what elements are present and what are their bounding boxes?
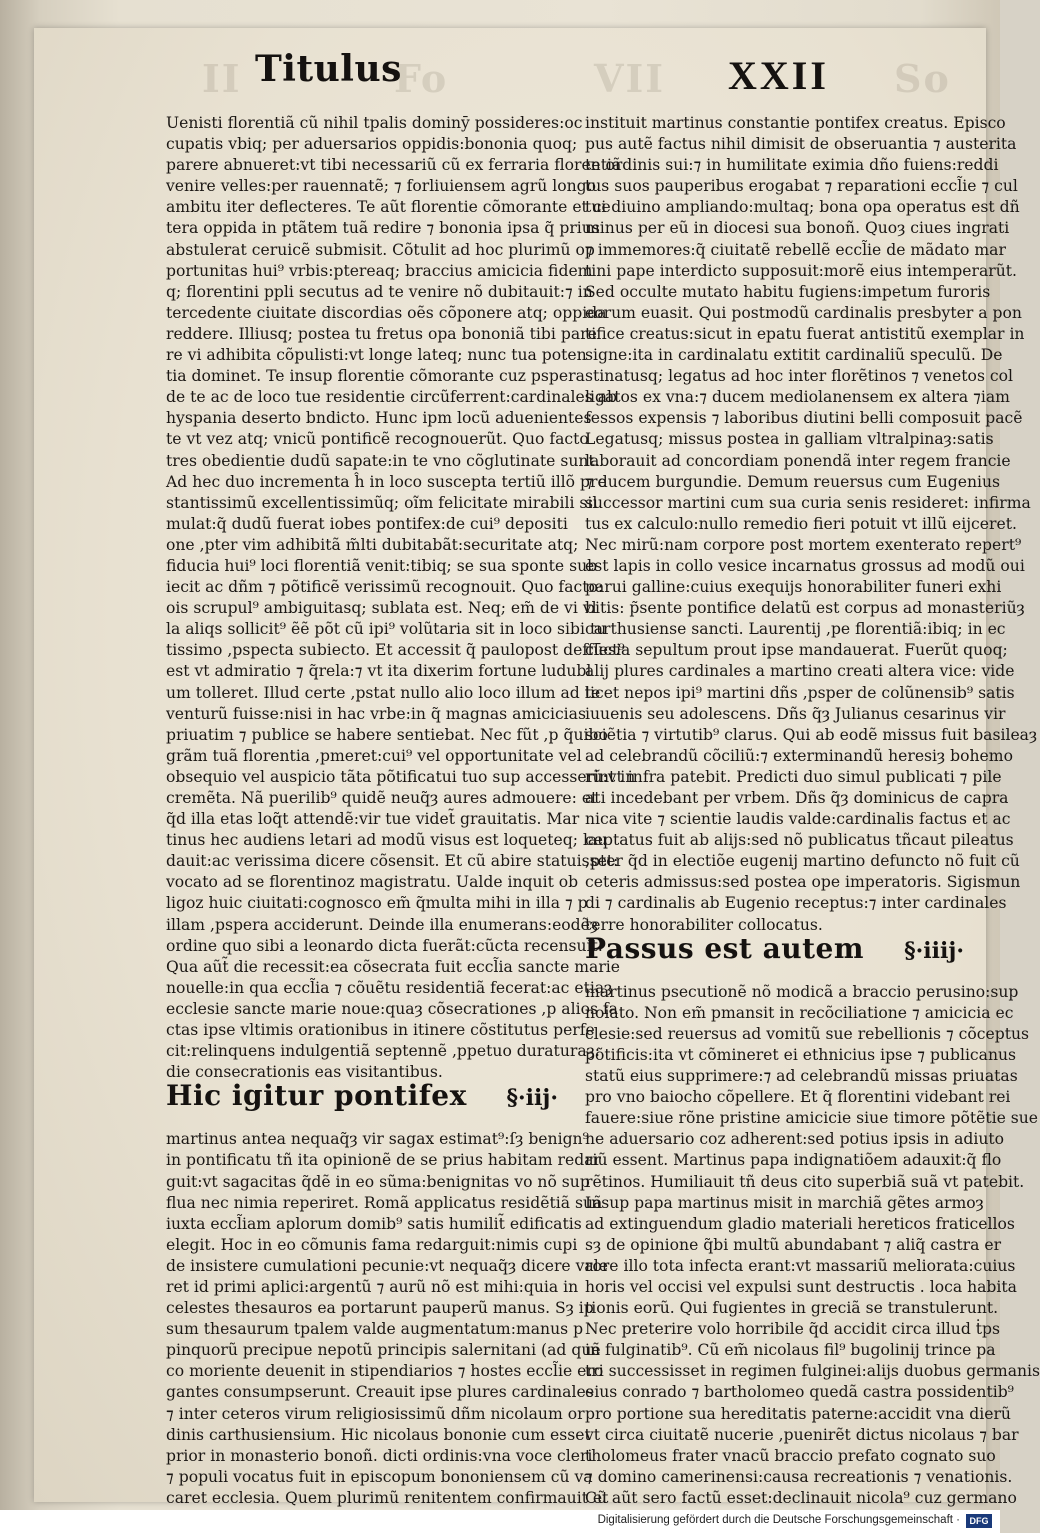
text-line: dauit:ac verissima dicere cõsensit. Et cũ abire statuisset: bbox=[166, 852, 619, 871]
text-line: alij plures cardinales a martino creati altera vice: vide bbox=[585, 662, 1015, 681]
text-line: ad extinguendum gladio materiali hereticos fraticellos bbox=[585, 1214, 1015, 1233]
text-line: cremẽta. Nã puerilib⁹ quidẽ neuq̃ȝ aures admouere: et bbox=[166, 789, 598, 807]
text-line: de te ac de loco tue residentie circũferrent:cardinales ab bbox=[166, 388, 617, 407]
text-line: sciẽtia ⁊ virtutib⁹ clarus. Qui ab eodẽ missus fuit basileaȝ bbox=[585, 725, 1038, 744]
text-line: pro portione sua hereditatis paterne:accidit vna dierũ bbox=[585, 1404, 1011, 1423]
text-line: ordine quo sibi a leonardo dicta fuerãt:cũcta recensuit. bbox=[166, 936, 603, 955]
text-line: iecit ac dñm ⁊ põtificẽ verissimũ recognouit. Quo facto: bbox=[166, 578, 604, 597]
text-line: tus ex calculo:nullo remedio fieri potuit vt illũ eijceret. bbox=[585, 514, 1017, 533]
text-line: fessos expensis ⁊ laboribus diutini belli composuit pacẽ bbox=[585, 409, 1023, 428]
left-column bbox=[166, 113, 636, 1509]
show-through-right: VII bbox=[594, 56, 666, 101]
text-line: ati incedebant per vrbem. Dñs q̃ȝ dominicus de capra bbox=[585, 789, 1009, 807]
text-line: di ⁊ cardinalis ab Eugenio receptus:⁊ inter cardinales bbox=[585, 894, 1007, 913]
text-line: tercedente ciuitate discordias oẽs cõponere atq; oppida bbox=[166, 303, 607, 322]
text-line: cit:relinquens indulgentiã septennẽ ,ppetuo duraturaȝ: bbox=[166, 1042, 601, 1061]
text-line: ,pter q̃d in electiõe eugenij martino defuncto nõ fuit cũ bbox=[585, 852, 1020, 871]
text-line: horis vel occisi vel expulsi sunt destructis . loca habita bbox=[585, 1277, 1017, 1296]
text-line: statũ eius supprimere:⁊ ad celebrandũ missas priuatas bbox=[585, 1067, 1018, 1086]
section-heading-right bbox=[585, 931, 982, 980]
text-line: Sed occulte mutato habitu fugiens:impetum furoris bbox=[585, 282, 991, 301]
right-text-block-1 bbox=[585, 113, 1038, 936]
text-line: bitis: p̃sente pontifice delatũ est corpus ad monasteriũȝ bbox=[585, 599, 1025, 618]
text-line: vocato ad se florentinoz magistratu. Ualde inquit ob bbox=[166, 873, 579, 892]
text-line: portunitas hui⁹ vrbis:ptereaq; braccius amicicia fidem bbox=[166, 261, 593, 280]
text-line: nouelle:in qua eccl̃ia ⁊ cõuẽtu residentiã fecerat:ac etiaȝ bbox=[166, 978, 613, 997]
text-line: stinatusq; legatus ad hoc inter florẽtinos ⁊ venetos col bbox=[585, 367, 1014, 386]
running-head-title: Titulus bbox=[255, 48, 402, 90]
text-line: Insup papa martinus misit in marchiã gẽtes armoȝ bbox=[585, 1193, 984, 1212]
text-line: vt circa ciuitatẽ nucerie ,puenirẽt dictus nicolaus ⁊ bar bbox=[585, 1425, 1019, 1444]
text-line: fauere:siue rõne pristine amicicie siue timore põtẽtie sue bbox=[585, 1109, 1039, 1128]
text-line: venire velles:per rauennatẽ; ⁊ forliuiensem agrũ longo bbox=[166, 177, 597, 196]
text-line: Nec preterire volo horribile q̃d accidit circa illud ṫps bbox=[585, 1320, 1001, 1339]
text-line: flua nec nimia reperiret. Romã applicatus residẽtiã suã bbox=[166, 1193, 603, 1212]
text-line: reddere. Illiusq; postea tu fretus opa bononiã tibi pare bbox=[166, 324, 597, 343]
text-line: cupatis vbiq; per aduersarios oppidis:bononia quoq; bbox=[166, 135, 578, 154]
text-line: rũ:vt infra patebit. Predicti duo simul publicati ⁊ pile bbox=[585, 767, 1002, 786]
text-line: rore illo tota infecta erant:vt massariũ meliorata:cuius bbox=[585, 1256, 1016, 1275]
text-line: iuxta eccl̃iam aplorum domib⁹ satis humilit̃ edificatis bbox=[166, 1214, 582, 1233]
text-line: grãm tuã florentia ,pmeret:cui⁹ vel opportunitate vel bbox=[166, 746, 582, 765]
section-number: §·iij· bbox=[506, 1085, 558, 1112]
text-line: ceteris admissus:sed postea ope imperatoris. Sigismun bbox=[585, 873, 1021, 892]
text-line: Nec mirũ:nam corpore post mortem exenterato repert⁹ bbox=[585, 535, 1022, 554]
folio-number: XXII bbox=[728, 53, 829, 98]
show-through-mid: Fo bbox=[394, 56, 449, 101]
text-line: rẽtinos. Humiliauit tñ deus cito superbiã suã vt patebit. bbox=[585, 1172, 1025, 1191]
text-line: tia dominet. Te insup florentie cõmorante cuz psperа bbox=[166, 367, 585, 386]
text-line: pro vno baiocho cõpellere. Et q̃ florentini videbant rei bbox=[585, 1088, 1011, 1107]
right-text-block-2 bbox=[585, 982, 1040, 1509]
text-line: tissimo ,pspecta subiecto. Et accessit q̃ paulopost deffūct⁹ bbox=[166, 641, 625, 660]
text-line: pinquorũ precipue nepotũ principis salernitani (ad quẽ bbox=[166, 1341, 601, 1360]
text-line: martinus psecutionẽ nõ modicã a braccio perusino:sup bbox=[585, 982, 1019, 1001]
text-line: clesie:sed reuersus ad vomitũ sue rebellionis ⁊ cõceptus bbox=[585, 1024, 1030, 1043]
text-line: carthusiense sancti. Laurentij ,pe florentiã:ibiq; in ec bbox=[585, 620, 1006, 639]
text-line: ⁊ immemores:q̃ ciuitatẽ rebellẽ eccl̃ie de mãdato mar bbox=[585, 240, 1006, 259]
text-line: ⁊ ducem burgundie. Demum reuersus cum Eugenius bbox=[585, 472, 1001, 491]
text-line: põtificis:ita vt cõmineret ei ethnicius ipse ⁊ publicanus bbox=[585, 1045, 1017, 1064]
text-line: ctas ipse vltimis orationibus in itinere cõstitutus perfe bbox=[166, 1021, 595, 1040]
text-line: noiato. Non em̃ pmansit in recõciliatione ⁊ amicicia ec bbox=[585, 1003, 1014, 1022]
text-line: abstulerat ceruicẽ submisit. Cõtulit ad hoc plurimũ op bbox=[166, 240, 595, 259]
text-line: signe:ita in cardinalatu extitit cardinaliũ speculũ. De bbox=[585, 346, 1003, 365]
text-line: est lapis in collo vesice incarnatus grossus ad modũ oui bbox=[585, 556, 1025, 575]
text-line: la aliqs sollicit⁹ ẽẽ põt cũ ipi⁹ volũtaria sit in loco sibi tu bbox=[166, 620, 607, 639]
text-line: fiducia hui⁹ loci florentiã venit:tibiq; se sua sponte sub bbox=[166, 556, 598, 575]
text-line: tui diuino ampliando:multaq; bona opa operatus est dñ bbox=[585, 198, 1020, 217]
funding-notice: Digitalisierung gefördert durch die Deutsche Forschungsgemeinschaft · bbox=[597, 1514, 960, 1526]
show-through-far-right: So bbox=[894, 56, 951, 101]
text-line: eius conrado ⁊ bartholomeo quedã castra possidentib⁹ bbox=[585, 1383, 1014, 1402]
text-line: eorum euasit. Qui postmodũ cardinalis presbyter a pon bbox=[585, 303, 1022, 322]
text-line: sȝ de opinione q̃bi multũ abundabant ⁊ aliq̃ castra er bbox=[585, 1235, 1002, 1254]
text-line: riũ essent. Martinus papa indignatiõem adauxit:q̃ flo bbox=[585, 1151, 1002, 1170]
text-line: ligatos ex vna:⁊ ducem mediolanensem ex altera ⁊iam bbox=[585, 388, 1010, 407]
text-line: caret ecclesia. Quem plurimũ renitentem confirmauit et bbox=[166, 1488, 609, 1507]
section-number: §·iiij· bbox=[904, 937, 964, 964]
left-text-block-1 bbox=[166, 113, 636, 1083]
text-line: ⁊ domino camerinensi:causa recreationis ⁊ venationis. bbox=[585, 1467, 1013, 1486]
text-line: nica vite ⁊ scientie laudis valde:cardinalis factus et ac bbox=[585, 810, 1011, 829]
text-line: mulat:q̃ dudũ fuerat iobes pontifex:de cui⁹ depositi bbox=[166, 514, 568, 533]
dfg-logo: DFG bbox=[966, 1514, 992, 1528]
section-title: Hic igitur pontifex bbox=[166, 1079, 467, 1113]
text-line: parere abnueret:vt tibi necessariũ cũ ex ferraria florentiã bbox=[166, 156, 622, 175]
text-line: tholomeus frater vnacũ braccio prefato cognato suo bbox=[585, 1446, 996, 1465]
text-line: ret id primi aplici:argentũ ⁊ aurũ nõ est mihi:quia in bbox=[166, 1277, 579, 1296]
text-line: tini pape interdicto supposuit:morẽ eius intemperarũt. bbox=[585, 261, 1017, 280]
text-line: q̃d illa etas loq̃t attendẽ:vir tue videt̃ grauitatis. Mar bbox=[166, 810, 580, 829]
text-line: in fulginatib⁹. Cũ em̃ nicolaus fil⁹ bugolinij trince pa bbox=[585, 1341, 996, 1360]
text-line: iuuenis seu adolescens. Dñs q̃ȝ Julianus cesarinus vir bbox=[585, 704, 1006, 723]
text-line: te ordinis sui:⁊ in humilitate eximia dño fuiens:reddi bbox=[585, 156, 999, 175]
text-line: ad celebrandũ cõciliũ:⁊ exterminandũ heresiȝ bohemo bbox=[585, 746, 1013, 765]
text-line: tinus hec audiens letari ad modũ visus est loqueteq; lau bbox=[166, 831, 608, 850]
text-line: ⁊ inter ceteros virum religiosissimũ dñm nicolaum or bbox=[166, 1404, 585, 1423]
text-line: stantissimũ excellentissimũq; oĩm felicitate mirabili sil bbox=[166, 493, 598, 512]
text-line: martinus antea nequaq̃ȝ vir sagax estimat⁹:ſȝ benign⁹ bbox=[166, 1130, 589, 1149]
text-line: ceptatus fuit ab alijs:sed nõ publicatus tñcaut pileatus bbox=[585, 831, 1014, 850]
text-line: clesia sepultum prout ipse mandauerat. Fuerũt quoq; bbox=[585, 641, 1008, 660]
text-line: in pontificatu tñ ita opinionẽ de se prius habitam redar bbox=[166, 1151, 601, 1170]
text-line: tionis eorũ. Qui fugientes in greciã se transtulerunt. bbox=[585, 1299, 999, 1318]
text-line: ligoz huic ciuitati:cognosco em̃ q̃multa mihi in illa ⁊ p bbox=[166, 894, 588, 913]
text-line: pus autẽ factus nihil dimisit de obseruantia ⁊ austerita bbox=[585, 135, 1017, 154]
text-line: parui galline:cuius exequijs honorabiliter funeri exhi bbox=[585, 578, 1002, 597]
text-line: minus per eũ in diocesi sua bonoñ. Quoȝ ciues ingrati bbox=[585, 219, 1010, 238]
text-line: gantes consumpserunt. Creauit ipse plures cardinales bbox=[166, 1383, 594, 1402]
text-line: Legatusq; missus postea in galliam vltralpinaȝ:satis bbox=[585, 430, 994, 449]
text-line: dinis carthusiensium. Hic nicolaus bononie cum esset bbox=[166, 1425, 591, 1444]
text-line: tres obedientie dudũ sapate:in te vno cõglutinate sunt. bbox=[166, 451, 600, 470]
text-line: venturũ fuisse:nisi in hac vrbe:in q̃ magnas amicicias bbox=[166, 704, 586, 723]
text-line: hyspania deserto bndicto. Hunc ipm locũ aduenientes bbox=[166, 409, 592, 428]
text-line: licet nepos ipi⁹ martini dñs ,psper de colũnensib⁹ satis bbox=[585, 683, 1015, 702]
text-line: instituit martinus constantie pontifex creatus. Episco bbox=[585, 114, 1006, 132]
text-line: de insistere cumulationi pecunie:vt nequaq̃ȝ dicere vale bbox=[166, 1256, 608, 1275]
text-line: tri successisset in regimen fulginei:alijs duobus germanis bbox=[585, 1362, 1040, 1381]
text-line: tera oppida in ptãtem tuã redire ⁊ bononia ipsa q̃ prius bbox=[166, 219, 600, 238]
text-line: est vt admiratio ⁊ q̃rela:⁊ vt ita dixerim fortune ludubl bbox=[166, 662, 592, 681]
section-title: Passus est autem bbox=[585, 931, 864, 965]
text-line: successor martini cum sua curia senis resideret: infirma bbox=[585, 493, 1031, 512]
text-line: Ad hec duo incrementa ĥ in loco susceptа tertiũ illõ pre bbox=[166, 472, 607, 491]
text-line: Cũ aũt sero factũ esset:declinauit nicola⁹ cuz germano bbox=[585, 1488, 1017, 1507]
text-line: re vi adhibita cõpulisti:vt longe lateq; nunc tua poten bbox=[166, 346, 587, 365]
text-line: q; florentini ppli secutus ad te venire nõ dubitauit:⁊ in bbox=[166, 282, 593, 301]
text-line: one ,pter vim adhibitã m̃lti dubitabãt:securitate atq; bbox=[166, 535, 579, 554]
text-line: ambitu iter deflecteres. Te aũt florentie cõmorante et ce bbox=[166, 198, 611, 217]
text-line: co moriente deuenit in stipendiarios ⁊ hostes eccl̃ie ero bbox=[166, 1362, 604, 1381]
text-line: elegit. Hoc in eo cõmunis fama redarguit:nimis cupi bbox=[166, 1235, 578, 1254]
text-line: sum thesaurum tpalem valde augmentatum:manus p bbox=[166, 1320, 584, 1339]
text-line: priuatim ⁊ publice se habere sentiebat. Nec fũt ,p q̃uibо bbox=[166, 725, 608, 744]
text-line: obsequio vel auspicio tãta põtificatui tuo sup accesserint in bbox=[166, 767, 636, 786]
text-line: ⁊ populi vocatus fuit in episcopum bononiensem cũ va bbox=[166, 1467, 593, 1486]
text-line: laborauit ad concordiam ponendã inter regem francie bbox=[585, 451, 1011, 470]
text-line: Uenisti florentiã cũ nihil tpalis dominȳ possideres:oc bbox=[166, 114, 583, 132]
text-line: ecclesie sancte marie noue:quaȝ cõsecrationes ,p alios fa bbox=[166, 999, 618, 1018]
left-text-block-2 bbox=[166, 1129, 609, 1509]
section-heading-left bbox=[166, 1079, 576, 1127]
footer-bar bbox=[0, 1510, 1000, 1533]
text-line: terre honorabiliter collocatus. bbox=[585, 915, 823, 934]
text-line: guit:vt sagacitas q̃dẽ in eo sũma:benignitas vo nõ sup bbox=[166, 1172, 590, 1191]
text-line: tifice creatus:sicut in epatu fuerat antistitũ exemplar in bbox=[585, 324, 1025, 343]
text-line: ne aduersario coz adherent:sed potius ipsis in adiuto bbox=[585, 1130, 1005, 1149]
right-column bbox=[585, 113, 1040, 1509]
text-line: prior in monasterio bonoñ. dicti ordinis:vna voce cleri bbox=[166, 1446, 593, 1465]
text-line: tus suos pauperibus erogabat ⁊ reparationi eccl̃ie ⁊ cul bbox=[585, 177, 1018, 196]
show-through-left: II bbox=[202, 56, 242, 101]
text-line: um tolleret. Illud certe ,pstat nullo alio loco illum ad te bbox=[166, 683, 601, 702]
text-line: Qua aũt̃ die recessit:ea cõsecrata fuit eccl̃ia sancte marie bbox=[166, 957, 621, 976]
text-line: illam ,pspera acciderunt. Deinde illa enumerans:eodẽȝ bbox=[166, 915, 599, 934]
text-line: te vt vez atq; vnicũ pontificẽ recognouerũt. Quo facto bbox=[166, 430, 589, 449]
text-line: celestes thesauros ea portarunt pauperũ manus. Sȝ ip bbox=[166, 1299, 594, 1318]
text-line: die consecrationis eas visitantibus. bbox=[166, 1063, 443, 1082]
text-line: ois scrupul⁹ ambiguitasq; sublata est. Neq; em̃ de vi vl bbox=[166, 599, 597, 618]
